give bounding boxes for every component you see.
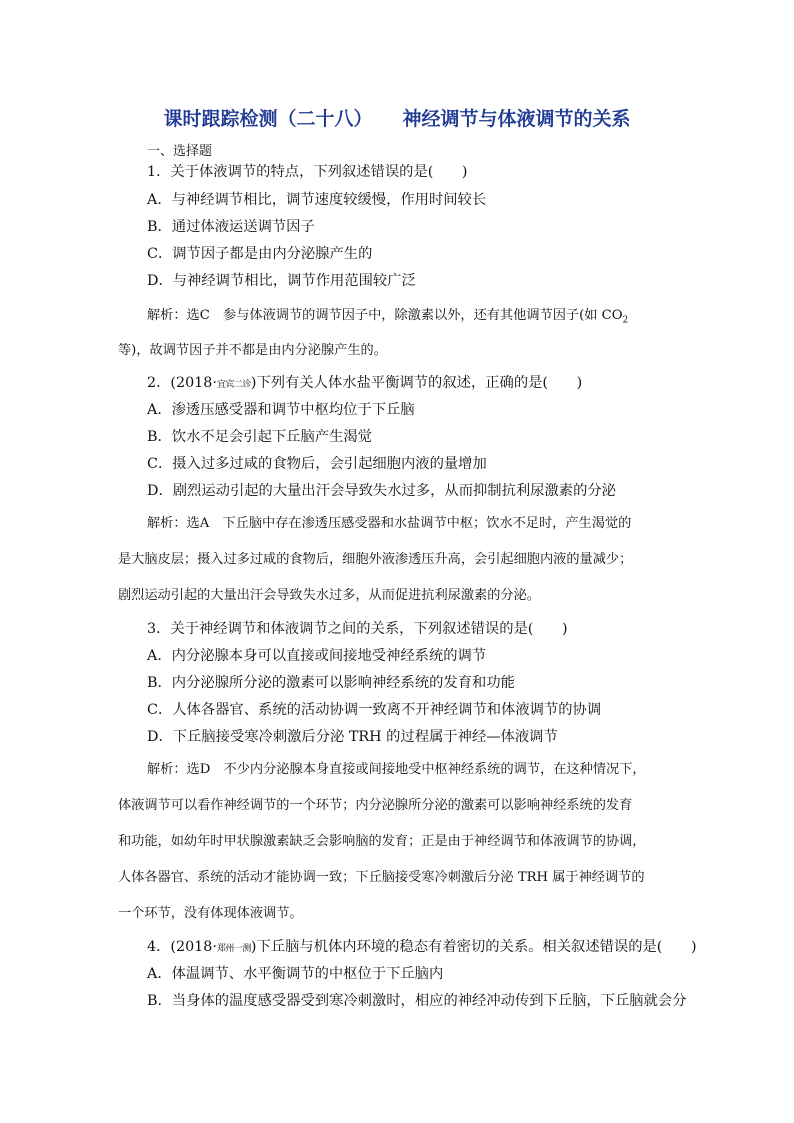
q1-option-c: C．调节因子都是由内分泌腺产生的: [147, 246, 373, 262]
q2-option-b: B．饮水不足会引起下丘脑产生渴觉: [147, 429, 372, 445]
q3-option-a: A．内分泌腺本身可以直接或间接地受神经系统的调节: [147, 648, 487, 664]
q2-answer-line-3: 剧烈运动引起的大量出汗会导致失水过多，从而促进抗利尿激素的分泌。: [118, 588, 540, 603]
q3-answer-line-4: 人体各器官、系统的活动才能协调一致；下丘脑接受寒冷刺激后分泌 TRH 属于神经调节的: [118, 870, 645, 885]
q4-stem: 4．(2018·郑州一测)下丘脑与机体内环境的稳态有着密切的关系。相关叙述错误的是( ): [147, 939, 697, 955]
q3-option-c: C．人体各器官、系统的活动协调一致离不开神经调节和体液调节的协调: [147, 702, 602, 718]
q3-answer-line-1: 解析：选D 不少内分泌腺本身直接或间接地受中枢神经系统的调节，在这种情况下，: [147, 762, 646, 777]
q3-option-d: D．下丘脑接受寒冷刺激后分泌 TRH 的过程属于神经—体液调节: [147, 729, 558, 745]
q2-option-c: C．摄入过多过咸的食物后，会引起细胞内液的量增加: [147, 456, 487, 472]
q2-stem: 2．(2018·宜宾二诊)下列有关人体水盐平衡调节的叙述，正确的是( ): [147, 375, 583, 391]
q3-answer-line-3: 和功能，如幼年时甲状腺激素缺乏会影响脑的发育；正是由于神经调节和体液调节的协调，: [118, 834, 646, 849]
q1-option-a: A．与神经调节相比，调节速度较缓慢，作用时间较长: [147, 192, 487, 208]
q1-stem: 1．关于体液调节的特点，下列叙述错误的是( ): [147, 164, 468, 180]
q2-answer-line-1: 解析：选A 下丘脑中存在渗透压感受器和水盐调节中枢；饮水不足时，产生渴觉的: [147, 516, 632, 531]
q1-option-b: B．通过体液运送调节因子: [147, 219, 315, 235]
title-left: 课时跟踪检测（二十八）: [163, 108, 373, 130]
section-heading: 一、选择题: [147, 144, 213, 159]
q2-option-d: D．剧烈运动引起的大量出汗会导致失水过多，从而抑制抗利尿激素的分泌: [147, 483, 616, 499]
title-right: 神经调节与体液调节的关系: [402, 108, 631, 130]
q3-option-b: B．内分泌腺所分泌的激素可以影响神经系统的发育和功能: [147, 675, 515, 691]
q4-option-a: A．体温调节、水平衡调节的中枢位于下丘脑内: [147, 966, 444, 982]
q3-stem: 3．关于神经调节和体液调节之间的关系，下列叙述错误的是( ): [147, 621, 568, 637]
q3-answer-line-5: 一个环节，没有体现体液调节。: [118, 906, 303, 921]
q1-option-d: D．与神经调节相比，调节作用范围较广泛: [147, 273, 416, 289]
q2-source: 宜宾二诊: [216, 380, 251, 390]
q2-option-a: A．渗透压感受器和调节中枢均位于下丘脑: [147, 402, 415, 418]
q4-source: 郑州一测: [216, 944, 251, 954]
q1-answer-line-1: 解析：选C 参与体液调节的调节因子中，除激素以外，还有其他调节因子(如 $CO_2$: [147, 308, 629, 326]
q1-answer-line-2: 等)，故调节因子并不都是由内分泌腺产生的。: [118, 343, 387, 358]
q4-option-b: B．当身体的温度感受器受到寒冷刺激时，相应的神经冲动传到下丘脑，下丘脑就会分: [147, 993, 687, 1009]
q3-answer-line-2: 体液调节可以看作神经调节的一个环节；内分泌腺所分泌的激素可以影响神经系统的发育: [118, 798, 633, 813]
q2-answer-line-2: 是大脑皮层；摄入过多过咸的食物后，细胞外液渗透压升高，会引起细胞内液的量减少；: [118, 552, 633, 567]
page-title: [0, 104, 794, 131]
